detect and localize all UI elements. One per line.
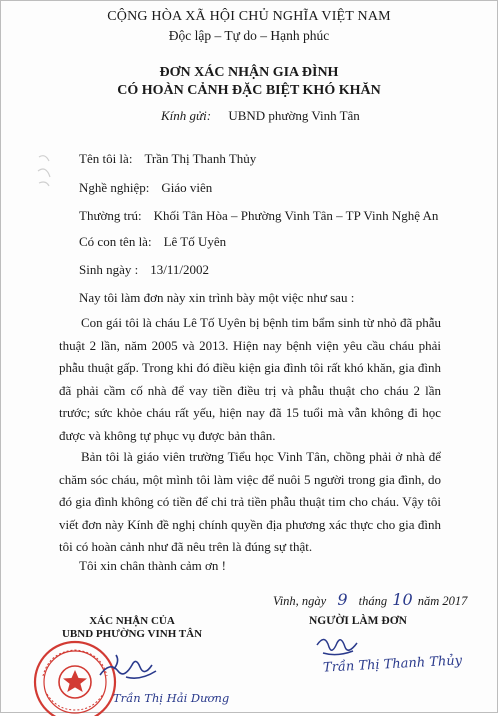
margin-scribble	[35, 151, 57, 196]
body-paragraph-1: Con gái tôi là cháu Lê Tố Uyên bị bệnh tim bẩm sinh từ nhỏ đã phẫu thuật 2 lần, năm 2005 và 2013. Hiện nay bệnh viện yêu cầu cháu phải phẫu thuật gấp. Trong khi đó điều kiện gia đình tôi rất khó khăn, gia đình đã phải cầm cố nhà để vay tiền điều trị và phẫu thuật cho cháu 2 lần trước; sức khỏe cháu rất yếu, hiện nay đã 15 tuổi mà vẫn không đi học được và không tự phục vụ được bản thân.	[59, 315, 441, 443]
field-occupation	[79, 180, 212, 196]
field-label: Tên tôi là:	[79, 151, 133, 166]
field-child-name	[79, 234, 226, 250]
field-value: Khối Tân Hòa – Phường Vinh Tân – TP Vinh Nghệ An	[153, 208, 439, 223]
field-label: Nghề nghiệp:	[79, 180, 150, 195]
document-title-line2: CÓ HOÀN CẢNH ĐẶC BIỆT KHÓ KHĂN	[117, 83, 381, 98]
field-label: Có con tên là:	[79, 234, 152, 249]
closing-thanks: Tôi xin chân thành cảm ơn !	[79, 558, 226, 573]
confirmation-title: XÁC NHẬN CỦA	[89, 615, 175, 627]
field-residence	[79, 208, 438, 224]
field-label: Sinh ngày :	[79, 262, 139, 277]
confirmation-authority: UBND PHƯỜNG VINH TÂN	[61, 628, 203, 640]
field-value: Giáo viên	[161, 180, 213, 195]
intro-text: Nay tôi làm đơn này xin trình bày một việc như sau :	[79, 290, 355, 305]
field-birthdate	[79, 262, 209, 278]
field-value: 13/11/2002	[150, 262, 209, 277]
field-name	[79, 151, 256, 167]
applicant-label: NGƯỜI LÀM ĐƠN	[309, 615, 407, 627]
date-year: năm 2017	[417, 594, 468, 608]
date-place: Vinh, ngày	[273, 594, 327, 608]
document-title-line1: ĐƠN XÁC NHẬN GIA ĐÌNH	[159, 65, 339, 80]
recipient-value: UBND phường Vinh Tân	[228, 108, 360, 123]
body-paragraph-2: Bản tôi là giáo viên trường Tiểu học Vinh Tân, chồng phải ở nhà để chăm sóc cháu, một mình tôi làm việc để nuôi 5 người trong gia đình, do đó gia đình không có tiền để chi trả tiền phẫu thuật tim cho cháu. Vậy tôi viết đơn này Kính đề nghị chính quyền địa phương xác thực cho gia đình tôi có hoàn cảnh như đã nêu trên là đúng sự thật.	[59, 449, 441, 554]
motto: Độc lập – Tự do – Hạnh phúc	[168, 28, 330, 43]
official-name: Trần Thị Hải Dương	[113, 691, 230, 705]
official-signature-icon	[96, 647, 166, 687]
field-value: Lê Tố Uyên	[163, 234, 227, 249]
nation-header: CỘNG HÒA XÃ HỘI CHỦ NGHĨA VIỆT NAM	[107, 9, 391, 24]
field-label: Thường trú:	[79, 208, 142, 223]
applicant-signature-icon	[313, 631, 363, 659]
date-month-label: tháng	[358, 594, 388, 608]
date-day: 9	[337, 590, 348, 609]
recipient-label: Kính gửi:	[161, 108, 212, 123]
date-month: 10	[392, 590, 413, 609]
applicant-handwritten-name: Trần Thị Thanh Thủy	[322, 653, 463, 676]
date-line	[273, 590, 467, 609]
recipient-line	[161, 108, 360, 124]
field-value: Trần Thị Thanh Thủy	[144, 151, 257, 166]
